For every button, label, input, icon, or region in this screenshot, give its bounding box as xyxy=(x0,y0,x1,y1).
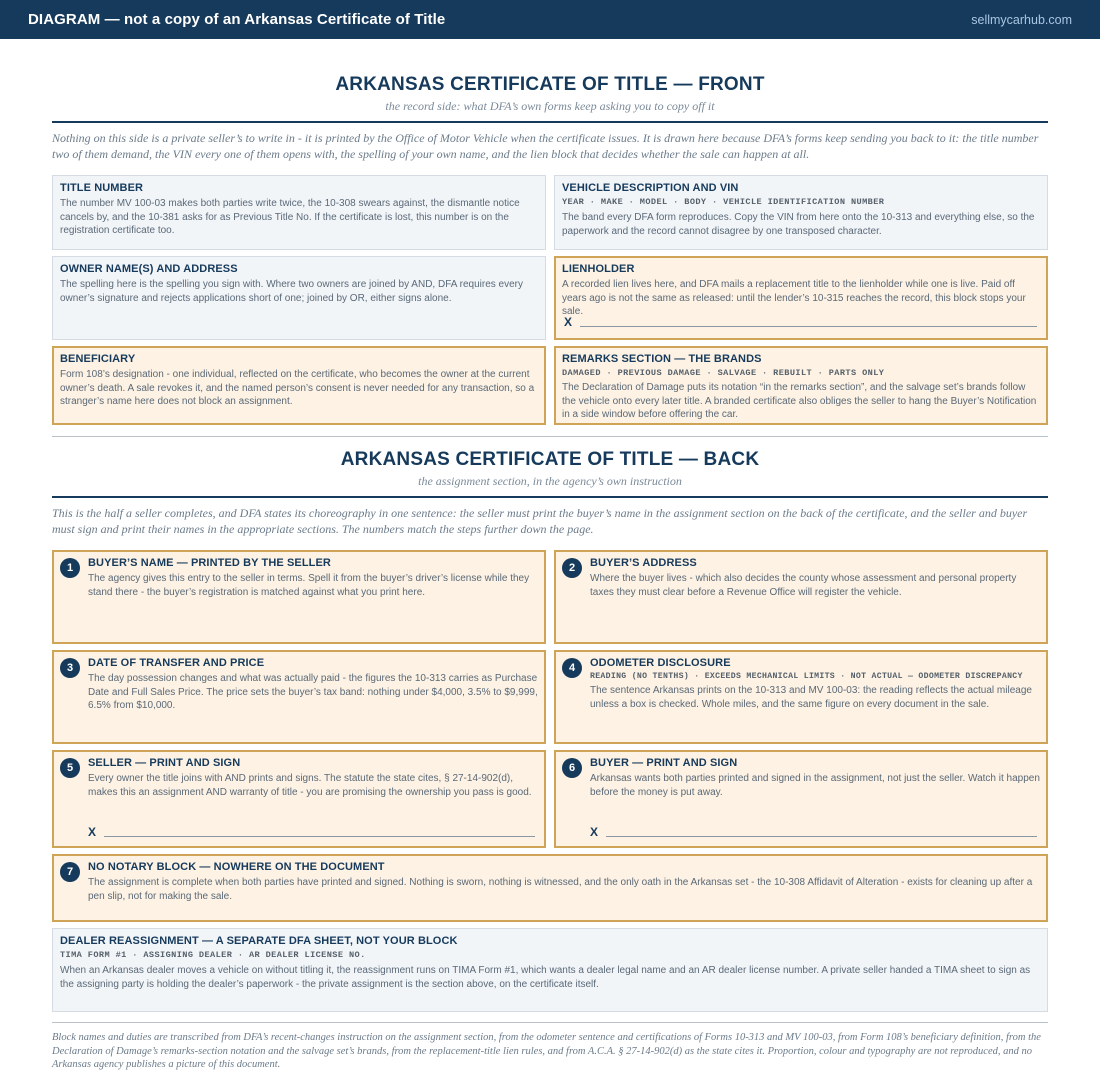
remarks-block xyxy=(554,346,1048,425)
vin-block xyxy=(554,175,1048,250)
block-fields: TIMA FORM #1 · ASSIGNING DEALER · AR DEALER LICENSE NO. xyxy=(60,950,366,960)
seller-signature-line xyxy=(88,826,535,838)
step-number: 2 xyxy=(562,558,582,578)
back-intro: This is the half a seller completes, and DFA states its choreography in one sentence: the seller must print the buyer’s name in the assignment section on the back of the certificate, and the seller and buyer must sign and print their names in the appropriate sections. The numbers match the steps further down the page. xyxy=(52,506,1028,536)
signature-rule xyxy=(606,836,1037,837)
block-text: The spelling here is the spelling you sign with. Where two owners are joined by AND, DFA requires every owner’s signature and rejects applications short of one; joined by OR, either signs alone. xyxy=(60,279,524,304)
step-4-odometer xyxy=(554,650,1048,744)
step-number: 1 xyxy=(60,558,80,578)
block-heading: REMARKS SECTION — THE BRANDS xyxy=(562,353,762,365)
block-heading: DEALER REASSIGNMENT — A SEPARATE DFA SHEET, NOT YOUR BLOCK xyxy=(60,935,458,947)
signature-rule xyxy=(580,326,1037,327)
block-text: The agency gives this entry to the seller in terms. Spell it from the buyer’s driver’s license while they stand there - the buyer’s registration is matched against what you print here. xyxy=(88,573,530,598)
block-heading: BENEFICIARY xyxy=(60,353,136,365)
block-heading: DATE OF TRANSFER AND PRICE xyxy=(88,657,265,669)
owner-block xyxy=(52,256,546,340)
block-text: Every owner the title joins with AND prints and signs. The statute the state cites, § 27-14-902(d), makes this an assignment AND warranty of title - you are promising the ownership you pass is good. xyxy=(88,773,532,798)
title-number-block xyxy=(52,175,546,250)
front-intro: Nothing on this side is a private seller’s to write in - it is printed by the Office of Motor Vehicle when the certificate issues. It is drawn here because DFA’s forms keep sending you back to it: the title number two of them demand, the VIN every one of them opens with, the spelling of your own name, and the lien block that decides whether the sale can happen at all. xyxy=(52,131,1039,161)
step-number: 3 xyxy=(60,658,80,678)
block-heading: VEHICLE DESCRIPTION AND VIN xyxy=(562,182,739,194)
block-heading: LIENHOLDER xyxy=(562,263,635,275)
back-subtitle: the assignment section, in the agency’s own instruction xyxy=(418,474,682,488)
block-text: The day possession changes and what was actually paid - the figures the 10-313 carries as Purchase Date and Full Sales Price. The price sets the buyer’s tax band: nothing under $4,000, 3.5% to $9,999, 6.5% from $10,000. xyxy=(88,673,538,711)
back-grid xyxy=(52,550,1048,848)
block-text: The number MV 100-03 makes both parties write twice, the 10-308 swears against, the dismantle notice cancels by, and the 10-381 asks for as Previous Title No. If the certificate is lost, this number is on the registration certificate too. xyxy=(60,198,520,236)
front-subtitle: the record side: what DFA’s own forms keep asking you to copy off it xyxy=(385,99,715,113)
back-divider xyxy=(52,496,1048,498)
buyer-signature-line xyxy=(590,826,1037,838)
top-bar xyxy=(0,0,1100,39)
step-2-buyer-address xyxy=(554,550,1048,644)
block-fields: READING (NO TENTHS) · EXCEEDS MECHANICAL LIMITS · NOT ACTUAL — ODOMETER DISCREPANCY xyxy=(590,672,1023,681)
dealer-reassignment-block xyxy=(52,928,1048,1012)
block-text: The Declaration of Damage puts its notation “in the remarks section”, and the salvage set’s brands follow the vehicle onto every later title. A branded certificate also obliges the seller to hang the Buyer’s Notification in a side window before offering the car. xyxy=(562,382,1037,420)
signature-mark: X xyxy=(88,825,97,839)
block-fields: YEAR · MAKE · MODEL · BODY · VEHICLE IDENTIFICATION NUMBER xyxy=(562,197,885,207)
beneficiary-block xyxy=(52,346,546,425)
signature-rule xyxy=(104,836,535,837)
block-heading: OWNER NAME(S) AND ADDRESS xyxy=(60,263,238,275)
front-title: ARKANSAS CERTIFICATE OF TITLE — FRONT xyxy=(335,74,765,95)
block-heading: TITLE NUMBER xyxy=(60,182,144,194)
step-3-date-price xyxy=(52,650,546,744)
signature-mark: X xyxy=(564,315,573,329)
step-6-buyer-sign xyxy=(554,750,1048,848)
site-name[interactable]: sellmycarhub.com xyxy=(971,12,1072,27)
lienholder-signature-line xyxy=(564,316,1037,328)
block-text: A recorded lien lives here, and DFA mails a replacement title to the lienholder while one is live. Paid off years ago is not the same as released: until the lender’s 10-315 reaches the record, this block stops your sale. xyxy=(562,279,1026,317)
front-grid xyxy=(52,175,1048,425)
block-text: Form 108’s designation - one individual, reflected on the certificate, who becomes the owner at the current owner’s death. A sale revokes it, and the named person’s consent is never needed for any transaction, so a stranger’s name here does not block an assignment. xyxy=(60,369,535,407)
document-body xyxy=(52,39,1048,1072)
step-1-buyer-name xyxy=(52,550,546,644)
block-text: Where the buyer lives - which also decides the county whose assessment and personal property taxes they must clear before a Revenue Office will register the vehicle. xyxy=(590,573,1017,598)
block-heading: BUYER’S ADDRESS xyxy=(590,557,697,569)
step-number: 7 xyxy=(60,862,80,882)
step-7-no-notary xyxy=(52,854,1048,922)
block-text: The sentence Arkansas prints on the 10-313 and MV 100-03: the reading reflects the actual mileage unless a box is checked. Whole miles, and the same figure on every document in the sale. xyxy=(590,685,1032,710)
block-heading: BUYER — PRINT AND SIGN xyxy=(590,757,738,769)
block-text: The assignment is complete when both parties have printed and signed. Nothing is sworn, nothing is witnessed, and the only oath in the Arkansas set - the 10-308 Affidavit of Alteration - exists for cleaning up after a pen slip, not for making the sale. xyxy=(88,877,1033,902)
signature-mark: X xyxy=(590,825,599,839)
step-number: 5 xyxy=(60,758,80,778)
block-heading: SELLER — PRINT AND SIGN xyxy=(88,757,241,769)
block-text: When an Arkansas dealer moves a vehicle on without titling it, the reassignment runs on TIMA Form #1, which wants a dealer legal name and an AR dealer license number. A private seller handed a TIMA sheet to sign as the assigning party is holding the dealer’s paperwork - the private assignment is the section above, on the certificate itself. xyxy=(60,965,1031,990)
step-5-seller-sign xyxy=(52,750,546,848)
block-text: The band every DFA form reproduces. Copy the VIN from here onto the 10-313 and everything else, so the paperwork and the record cannot disagree by one transposed character. xyxy=(562,212,1035,237)
page-banner-title: DIAGRAM — not a copy of an Arkansas Certificate of Title xyxy=(28,11,446,28)
block-text: Arkansas wants both parties printed and signed in the assignment, not just the seller. Watch it happen before the money is put away. xyxy=(590,773,1040,798)
front-divider xyxy=(52,121,1048,123)
step-number: 6 xyxy=(562,758,582,778)
block-heading: BUYER’S NAME — PRINTED BY THE SELLER xyxy=(88,557,331,569)
block-fields: DAMAGED · PREVIOUS DAMAGE · SALVAGE · REBUILT · PARTS ONLY xyxy=(562,368,885,378)
step-number: 4 xyxy=(562,658,582,678)
lienholder-block xyxy=(554,256,1048,340)
block-heading: ODOMETER DISCLOSURE xyxy=(590,657,731,669)
back-title: ARKANSAS CERTIFICATE OF TITLE — BACK xyxy=(340,449,760,470)
footer-divider xyxy=(52,1022,1048,1023)
block-heading: NO NOTARY BLOCK — NOWHERE ON THE DOCUMENT xyxy=(88,861,385,873)
footer-note: Block names and duties are transcribed from DFA’s recent-changes instruction on the assignment section, from the odometer sentence and certifications of Forms 10-313 and MV 100-03, from Form 108’s beneficiary definition, from the Declaration of Damage’s remarks-section notation and the salvage set’s brands, from the replacement-title lien rules, and from A.C.A. § 27-14-902(d) as the state cites it. Proportion, colour and typography are not reproduced, and no Arkansas agency publishes a picture of this document. xyxy=(52,1032,1041,1070)
